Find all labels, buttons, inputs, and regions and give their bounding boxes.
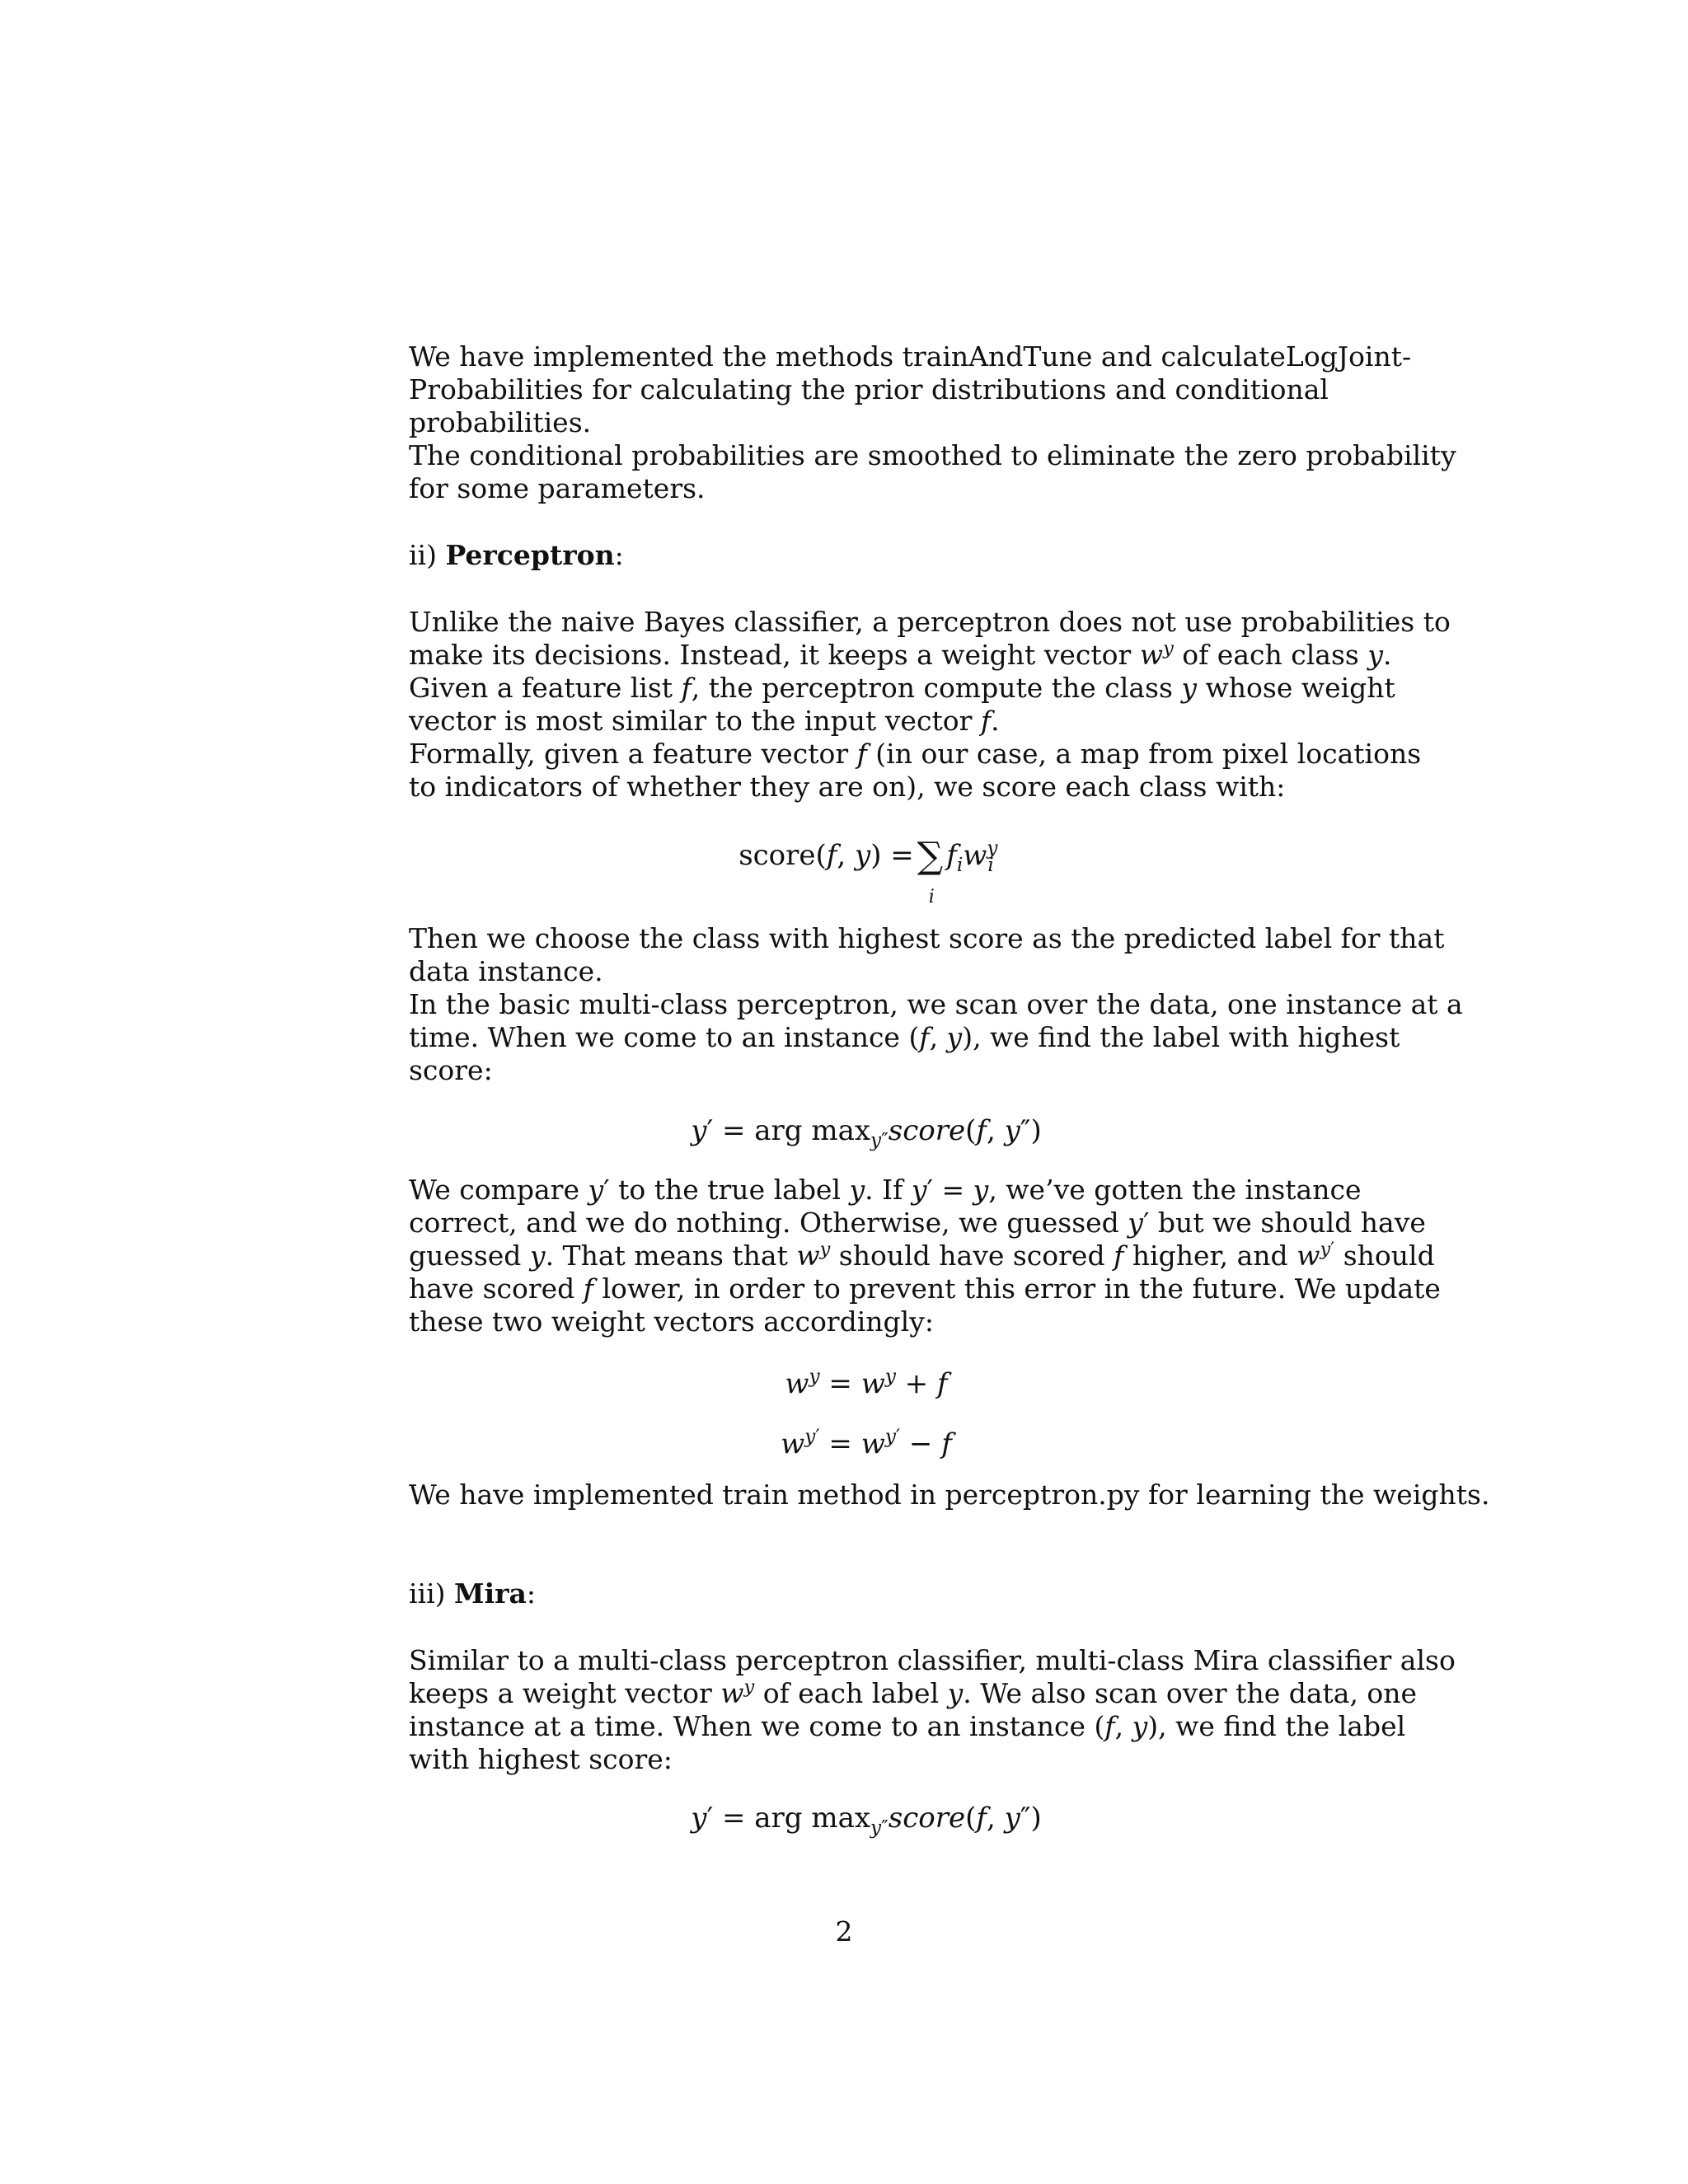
text-line: Unlike the naive Bayes classifier, a perceptron does not use probabilities to bbox=[409, 606, 1451, 638]
text-line: Probabilities for calculating the prior distributions and conditional bbox=[409, 373, 1329, 405]
perceptron-paragraph-2 bbox=[409, 922, 1463, 1087]
text-line: keeps a weight vector $w^y$ of each label y. We also scan over the data, one bbox=[409, 1676, 1418, 1709]
text-line: guessed y. That means that $w^y$ should have scored f higher, and $w^{y'}$ should bbox=[409, 1239, 1435, 1272]
text-line: instance at a time. When we come to an instance (f, y), we find the label bbox=[409, 1710, 1406, 1742]
text-line: Given a feature list f, the perceptron compute the class y whose weight bbox=[409, 672, 1395, 704]
perceptron-heading bbox=[409, 539, 624, 572]
text-line: score: bbox=[409, 1054, 493, 1086]
text-line: time. When we come to an instance (f, y), we find the label with highest bbox=[409, 1021, 1400, 1053]
text-line: Then we choose the class with highest score as the predicted label for that bbox=[409, 922, 1445, 954]
perceptron-paragraph-1 bbox=[409, 606, 1451, 804]
text-line: with highest score: bbox=[409, 1743, 673, 1775]
text-line: for some parameters. bbox=[409, 472, 706, 504]
text-line: The conditional probabilities are smoothed to eliminate the zero probability bbox=[409, 439, 1456, 471]
heading-colon: : bbox=[526, 1577, 537, 1610]
mira-paragraph-1 bbox=[409, 1644, 1456, 1776]
text-line: data instance. bbox=[409, 955, 603, 987]
section-title: Perceptron bbox=[445, 539, 615, 571]
text-line: In the basic multi-class perceptron, we scan over the data, one instance at a bbox=[409, 988, 1463, 1020]
update-equation-1: $w^y = w^y + f$ bbox=[785, 1366, 948, 1400]
perceptron-paragraph-3 bbox=[409, 1174, 1441, 1338]
update-equation-2: $w^{y'} = w^{y'} - f$ bbox=[781, 1426, 952, 1460]
text-line: have scored f lower, in order to prevent this error in the future. We update bbox=[409, 1272, 1441, 1305]
section-prefix: iii) bbox=[409, 1577, 446, 1610]
text-line: We have implemented train method in perceptron.py for learning the weights. bbox=[409, 1479, 1490, 1511]
perceptron-closing bbox=[409, 1479, 1490, 1511]
text-line: correct, and we do nothing. Otherwise, we guessed y′ but we should have bbox=[409, 1207, 1426, 1239]
text-line: We have implemented the methods trainAndTune and calculateLogJoint- bbox=[409, 340, 1412, 373]
mira-argmax-equation: y′ = arg $\max_{y''}score(f$, y″) bbox=[691, 1802, 1042, 1839]
score-equation: score(f, y) =∑ i $f_iw^y_i$ bbox=[738, 835, 998, 907]
text-line: Similar to a multi-class perceptron classifier, multi-class Mira classifier also bbox=[409, 1644, 1456, 1676]
argmax-equation: y′ = arg $\max_{y''}score(f$, y″) bbox=[691, 1114, 1042, 1151]
text-line: We compare y′ to the true label y. If y′ = y, we’ve gotten the instance bbox=[409, 1174, 1362, 1206]
text-line: probabilities. bbox=[409, 406, 592, 438]
text-line: vector is most similar to the input vector f. bbox=[409, 705, 1000, 737]
summation-symbol: ∑ i bbox=[917, 835, 944, 907]
text-line: Formally, given a feature vector f (in our case, a map from pixel locations bbox=[409, 738, 1422, 770]
section-prefix: ii) bbox=[409, 539, 437, 571]
text-line: to indicators of whether they are on), we score each class with: bbox=[409, 771, 1286, 803]
heading-colon: : bbox=[614, 539, 624, 571]
page-number: 2 bbox=[835, 1915, 853, 1947]
section-title: Mira bbox=[454, 1577, 527, 1610]
text-line: these two weight vectors accordingly: bbox=[409, 1305, 934, 1338]
text-line: make its decisions. Instead, it keeps a weight vector $w^y$ of each class y. bbox=[409, 638, 1392, 671]
mira-heading bbox=[409, 1577, 536, 1610]
intro-paragraph bbox=[409, 340, 1456, 505]
